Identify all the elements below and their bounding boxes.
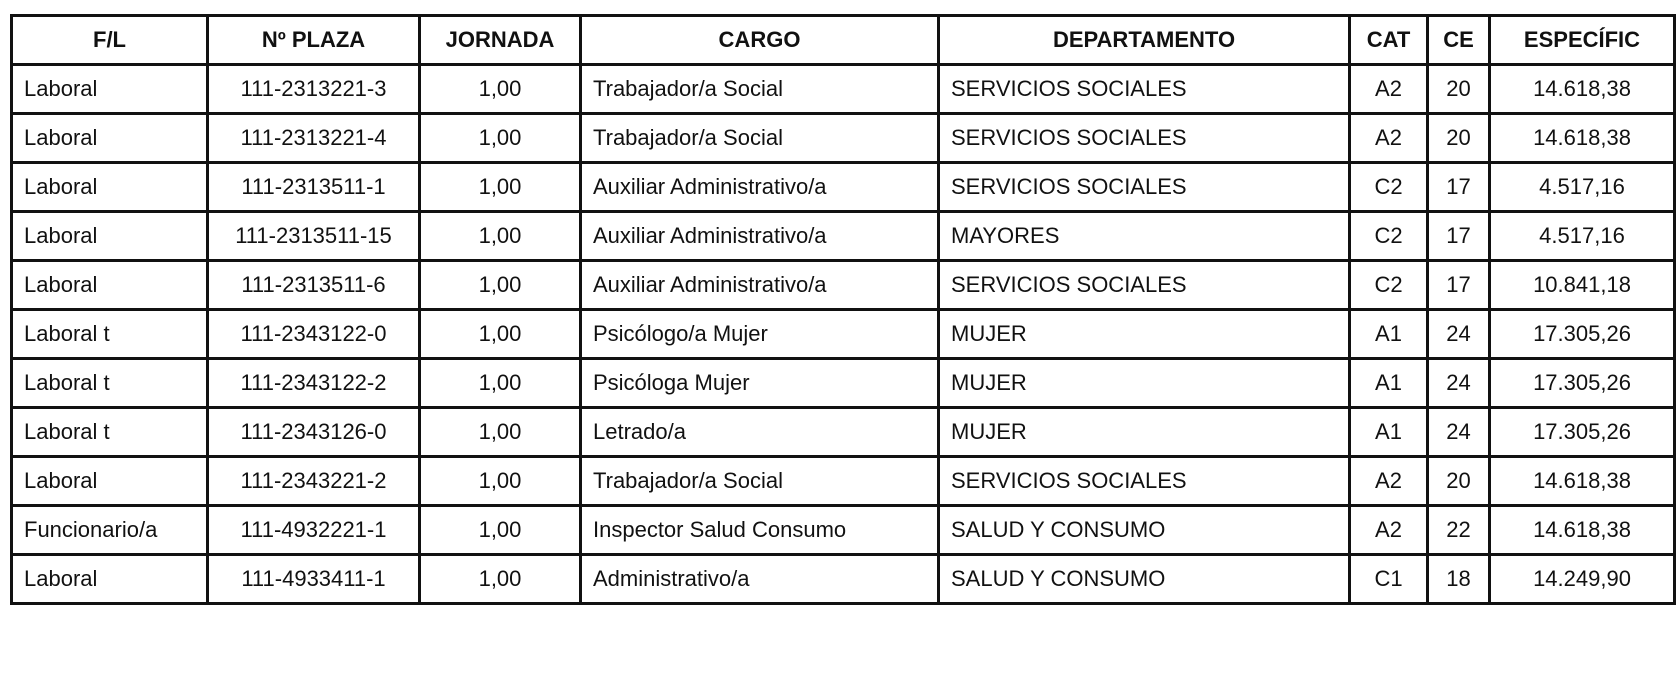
cell-cat: A1 xyxy=(1350,310,1428,359)
cell-departamento: SALUD Y CONSUMO xyxy=(939,506,1350,555)
cell-departamento: SALUD Y CONSUMO xyxy=(939,555,1350,604)
cell-especifico: 17.305,26 xyxy=(1490,359,1675,408)
cell-cargo: Letrado/a xyxy=(581,408,939,457)
cell-plaza: 111-2343221-2 xyxy=(208,457,420,506)
cell-plaza: 111-2313511-6 xyxy=(208,261,420,310)
cell-fl: Laboral xyxy=(12,457,208,506)
table-row xyxy=(12,408,1675,457)
cell-ce: 18 xyxy=(1428,555,1490,604)
cell-jornada: 1,00 xyxy=(420,555,581,604)
cell-ce: 17 xyxy=(1428,261,1490,310)
cell-cat: A1 xyxy=(1350,359,1428,408)
cell-fl: Laboral t xyxy=(12,310,208,359)
cell-departamento: MUJER xyxy=(939,408,1350,457)
cell-jornada: 1,00 xyxy=(420,359,581,408)
cell-cat: C2 xyxy=(1350,261,1428,310)
cell-especifico: 14.618,38 xyxy=(1490,457,1675,506)
cell-cat: A1 xyxy=(1350,408,1428,457)
cell-departamento: MUJER xyxy=(939,359,1350,408)
header-departamento: DEPARTAMENTO xyxy=(939,16,1350,65)
cell-cargo: Psicólogo/a Mujer xyxy=(581,310,939,359)
cell-cargo: Administrativo/a xyxy=(581,555,939,604)
cell-plaza: 111-2313221-3 xyxy=(208,65,420,114)
cell-jornada: 1,00 xyxy=(420,163,581,212)
cell-ce: 20 xyxy=(1428,65,1490,114)
cell-jornada: 1,00 xyxy=(420,212,581,261)
cell-plaza: 111-2343122-2 xyxy=(208,359,420,408)
header-cat: CAT xyxy=(1350,16,1428,65)
cell-cargo: Psicóloga Mujer xyxy=(581,359,939,408)
table-row xyxy=(12,555,1675,604)
cell-fl: Funcionario/a xyxy=(12,506,208,555)
cell-ce: 20 xyxy=(1428,114,1490,163)
header-fl: F/L xyxy=(12,16,208,65)
cell-cat: A2 xyxy=(1350,114,1428,163)
cell-ce: 17 xyxy=(1428,163,1490,212)
table-header-row xyxy=(12,16,1675,65)
cell-especifico: 17.305,26 xyxy=(1490,310,1675,359)
cell-departamento: SERVICIOS SOCIALES xyxy=(939,65,1350,114)
cell-cargo: Trabajador/a Social xyxy=(581,457,939,506)
cell-cargo: Trabajador/a Social xyxy=(581,114,939,163)
table-row xyxy=(12,457,1675,506)
header-cargo: CARGO xyxy=(581,16,939,65)
cell-especifico: 14.249,90 xyxy=(1490,555,1675,604)
cell-fl: Laboral xyxy=(12,555,208,604)
cell-ce: 24 xyxy=(1428,310,1490,359)
cell-departamento: SERVICIOS SOCIALES xyxy=(939,457,1350,506)
cell-plaza: 111-2313221-4 xyxy=(208,114,420,163)
table-row xyxy=(12,261,1675,310)
table-row xyxy=(12,65,1675,114)
cell-cargo: Auxiliar Administrativo/a xyxy=(581,212,939,261)
cell-ce: 17 xyxy=(1428,212,1490,261)
table-row xyxy=(12,212,1675,261)
cell-jornada: 1,00 xyxy=(420,506,581,555)
cell-cat: C2 xyxy=(1350,163,1428,212)
cell-departamento: MAYORES xyxy=(939,212,1350,261)
cell-jornada: 1,00 xyxy=(420,457,581,506)
cell-plaza: 111-2343126-0 xyxy=(208,408,420,457)
cell-jornada: 1,00 xyxy=(420,65,581,114)
cell-cargo: Auxiliar Administrativo/a xyxy=(581,163,939,212)
cell-especifico: 17.305,26 xyxy=(1490,408,1675,457)
cell-departamento: SERVICIOS SOCIALES xyxy=(939,114,1350,163)
header-especifico: ESPECÍFIC xyxy=(1490,16,1675,65)
cell-especifico: 4.517,16 xyxy=(1490,212,1675,261)
header-plaza: Nº PLAZA xyxy=(208,16,420,65)
cell-cat: C1 xyxy=(1350,555,1428,604)
cell-especifico: 4.517,16 xyxy=(1490,163,1675,212)
cell-plaza: 111-2343122-0 xyxy=(208,310,420,359)
cell-fl: Laboral xyxy=(12,114,208,163)
cell-fl: Laboral t xyxy=(12,359,208,408)
cell-departamento: MUJER xyxy=(939,310,1350,359)
cell-jornada: 1,00 xyxy=(420,310,581,359)
table-row xyxy=(12,359,1675,408)
cell-especifico: 10.841,18 xyxy=(1490,261,1675,310)
cell-cargo: Trabajador/a Social xyxy=(581,65,939,114)
header-ce: CE xyxy=(1428,16,1490,65)
cell-departamento: SERVICIOS SOCIALES xyxy=(939,261,1350,310)
cell-ce: 20 xyxy=(1428,457,1490,506)
cell-cat: A2 xyxy=(1350,506,1428,555)
cell-plaza: 111-2313511-15 xyxy=(208,212,420,261)
cell-plaza: 111-4932221-1 xyxy=(208,506,420,555)
cell-ce: 24 xyxy=(1428,359,1490,408)
cell-especifico: 14.618,38 xyxy=(1490,65,1675,114)
cell-ce: 24 xyxy=(1428,408,1490,457)
cell-cargo: Auxiliar Administrativo/a xyxy=(581,261,939,310)
cell-jornada: 1,00 xyxy=(420,114,581,163)
cell-fl: Laboral t xyxy=(12,408,208,457)
cell-especifico: 14.618,38 xyxy=(1490,506,1675,555)
cell-cat: C2 xyxy=(1350,212,1428,261)
header-jornada: JORNADA xyxy=(420,16,581,65)
cell-especifico: 14.618,38 xyxy=(1490,114,1675,163)
cell-plaza: 111-2313511-1 xyxy=(208,163,420,212)
cell-jornada: 1,00 xyxy=(420,261,581,310)
table-row xyxy=(12,506,1675,555)
cell-cat: A2 xyxy=(1350,65,1428,114)
cell-fl: Laboral xyxy=(12,212,208,261)
cell-plaza: 111-4933411-1 xyxy=(208,555,420,604)
table-row xyxy=(12,114,1675,163)
cell-fl: Laboral xyxy=(12,261,208,310)
cell-fl: Laboral xyxy=(12,65,208,114)
table-row xyxy=(12,310,1675,359)
cell-fl: Laboral xyxy=(12,163,208,212)
cell-cat: A2 xyxy=(1350,457,1428,506)
plazas-table xyxy=(10,14,1676,605)
table-row xyxy=(12,163,1675,212)
cell-departamento: SERVICIOS SOCIALES xyxy=(939,163,1350,212)
cell-cargo: Inspector Salud Consumo xyxy=(581,506,939,555)
cell-ce: 22 xyxy=(1428,506,1490,555)
cell-jornada: 1,00 xyxy=(420,408,581,457)
